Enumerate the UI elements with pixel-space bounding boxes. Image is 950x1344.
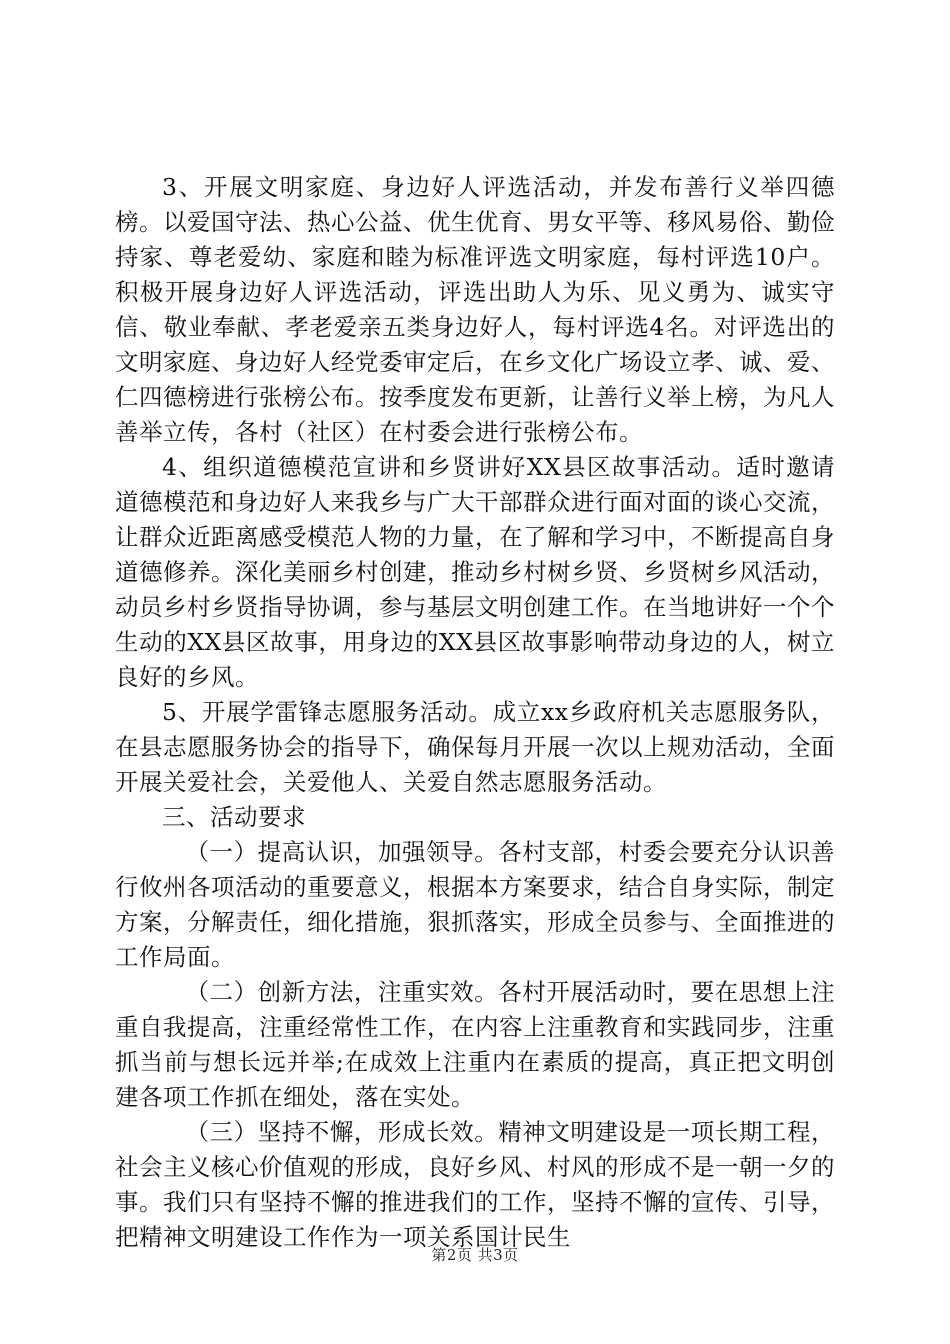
paragraph-requirement-3: （三）坚持不懈，形成长效。精神文明建设是一项长期工程，社会主义核心价值观的形成，良好乡风、村风的形成不是一朝一夕的事。我们只有坚持不懈的推进我们的工作，坚持不懈的宣传、引导，把精神文明建设工作作为一项关系国计民生	[115, 1118, 835, 1251]
section-heading-requirements: 三、活动要求	[162, 803, 306, 831]
paragraph-item-3: 3、开展文明家庭、身边好人评选活动，并发布善行义举四德榜。以爱国守法、热心公益、优生优育、男女平等、移风易俗、勤俭持家、尊老爱幼、家庭和睦为标准评选文明家庭，每村评选10户。积极开展身边好人评选活动，评选出助人为乐、见义勇为、诚实守信、敬业奉献、孝老爱亲五类身边好人，每村评选4名。对评选出的文明家庭、身边好人经党委审定后，在乡文化广场设立孝、诚、爱、仁四德榜进行张榜公布。按季度发布更新，让善行义举上榜，为凡人善举立传，各村（社区）在村委会进行张榜公布。	[115, 173, 835, 446]
paragraph-requirement-2: （二）创新方法，注重实效。各村开展活动时，要在思想上注重自我提高，注重经常性工作，在内容上注重教育和实践同步，注重抓当前与想长远并举;在成效上注重内在素质的提高，真正把文明创建各项工作抓在细处，落在实处。	[115, 978, 835, 1111]
paragraph-item-4: 4、组织道德模范宣讲和乡贤讲好XX县区故事活动。适时邀请道德模范和身边好人来我乡与广大干部群众进行面对面的谈心交流，让群众近距离感受模范人物的力量，在了解和学习中，不断提高自身道德修养。深化美丽乡村创建，推动乡村树乡贤、乡贤树乡风活动，动员乡村乡贤指导协调，参与基层文明创建工作。在当地讲好一个个生动的XX县区故事，用身边的XX县区故事影响带动身边的人，树立良好的乡风。	[115, 453, 835, 691]
paragraph-requirement-1: （一）提高认识，加强领导。各村支部，村委会要充分认识善行攸州各项活动的重要意义，根据本方案要求，结合自身实际，制定方案，分解责任，细化措施，狠抓落实，形成全员参与、全面推进的工作局面。	[115, 838, 835, 971]
page-footer: 第2页 共3页	[431, 1246, 519, 1264]
paragraph-item-5: 5、开展学雷锋志愿服务活动。成立xx乡政府机关志愿服务队，在县志愿服务协会的指导下，确保每月开展一次以上规劝活动，全面开展关爱社会，关爱他人、关爱自然志愿服务活动。	[115, 698, 835, 796]
document-body	[115, 170, 835, 1255]
